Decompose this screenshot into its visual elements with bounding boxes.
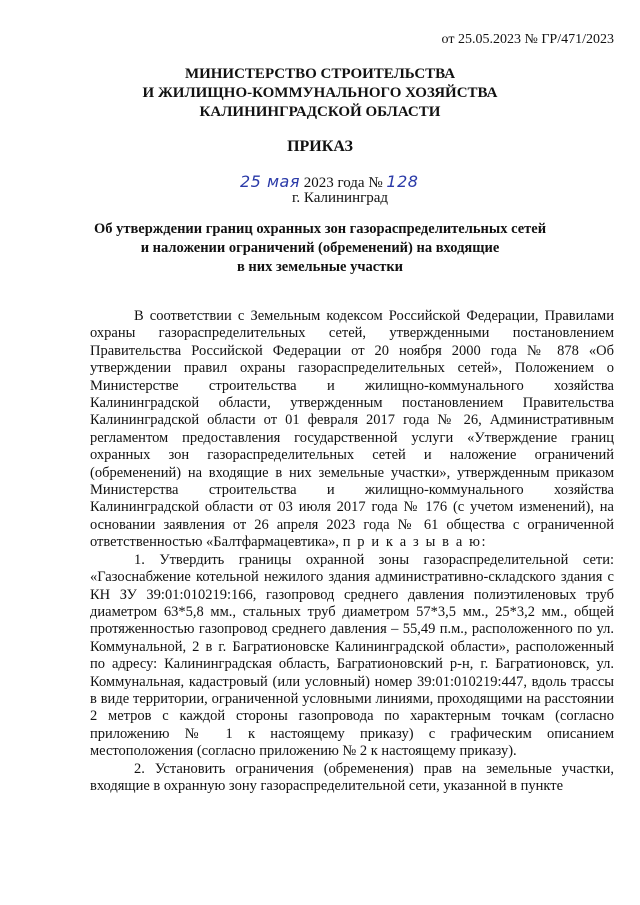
handwritten-date: 25 мая [240,172,300,191]
order-date-line [240,172,418,192]
handwritten-number: 128 [386,172,419,191]
date-printed: 2023 года № [303,175,383,191]
ministry-header [0,65,640,122]
paragraph-preamble [90,308,614,552]
reference-number: от 25.05.2023 № ГР/471/2023 [441,32,614,47]
ministry-line: И ЖИЛИЩНО-КОММУНАЛЬНОГО ХОЗЯЙСТВА [142,85,498,101]
paragraph-item-2: 2. Установить ограничения (обременения) прав на земельные участки, входящие в охранную зону газораспределительной сети, указанной в пункте [90,760,614,794]
document-body [90,308,614,795]
city: г. Калининград [291,190,389,206]
document-title: ПРИКАЗ [287,138,353,155]
subject-line: в них земельные участки [236,259,404,275]
preamble-text: В соответствии с Земельным кодексом Российской Федерации, Правилами охраны газораспределительных сетей, утвержденными постановлением Правительства Российской Федерации от 20 ноября 2000 года № 878 «Об утверждении правил охраны газораспределительных сетей», Положением о Министерстве строительства и жилищно-коммунального хозяйства Калининградской области, утвержденным постановлением Правительства Калининградской области от 01 февраля 2017 года № 26, Административным регламентом предоставления государственной услуги «Утверждение границ охранных зон газораспределительных сетей и наложение ограничений (обременений) на входящие в них земельные участки», утвержденным приказом Министерства строительства и жилищно-коммунального хозяйства Калининградской области от 03 июля 2017 года № 176 (с учетом изменений), на основании заявления от 26 апреля 2023 года № 61 общества с ограниченной ответственностью «Балтфармацевтика», [90,308,614,551]
subject-line: и наложении ограничений (обременений) на входящие [140,240,500,256]
subject-line: Об утверждении границ охранных зон газораспределительных сетей [93,221,547,237]
paragraph-item-1: 1. Утвердить границы охранной зоны газораспределительной сети: «Газоснабжение котельной нежилого здания административно-складского здания с КН ЗУ 39:01:010219:166, газопровод среднего давления полиэтиленовых труб диаметром 63*5,8 мм., стальных труб диаметром 57*3,5 мм., 25*3,2 мм., общей протяженностью газопровод среднего давления – 55,49 п.м., расположенного по ул. Коммунальной, 2 в г. Багратионовске Калининградской области», расположенный по адресу: Калининградская область, Багратионовский р-н, г. Багратионовск, ул. Коммунальная, кадастровый (или условный) номер 39:01:010219:447, вдоль трассы в виде территории, ограниченной условными линиями, проходящими на расстоянии 2 метров с каждой стороны газопровода по характерным точкам (согласно приложению № 1 к настоящему приказу) с графическим описанием местоположения (согласно приложению № 2 к настоящему приказу). [90,551,614,760]
ministry-line: КАЛИНИНГРАДСКОЙ ОБЛАСТИ [199,104,441,120]
ministry-line: МИНИСТЕРСТВО СТРОИТЕЛЬСТВА [184,66,456,82]
subject-heading [60,220,580,277]
order-word: п р и к а з ы в а ю: [342,534,488,551]
